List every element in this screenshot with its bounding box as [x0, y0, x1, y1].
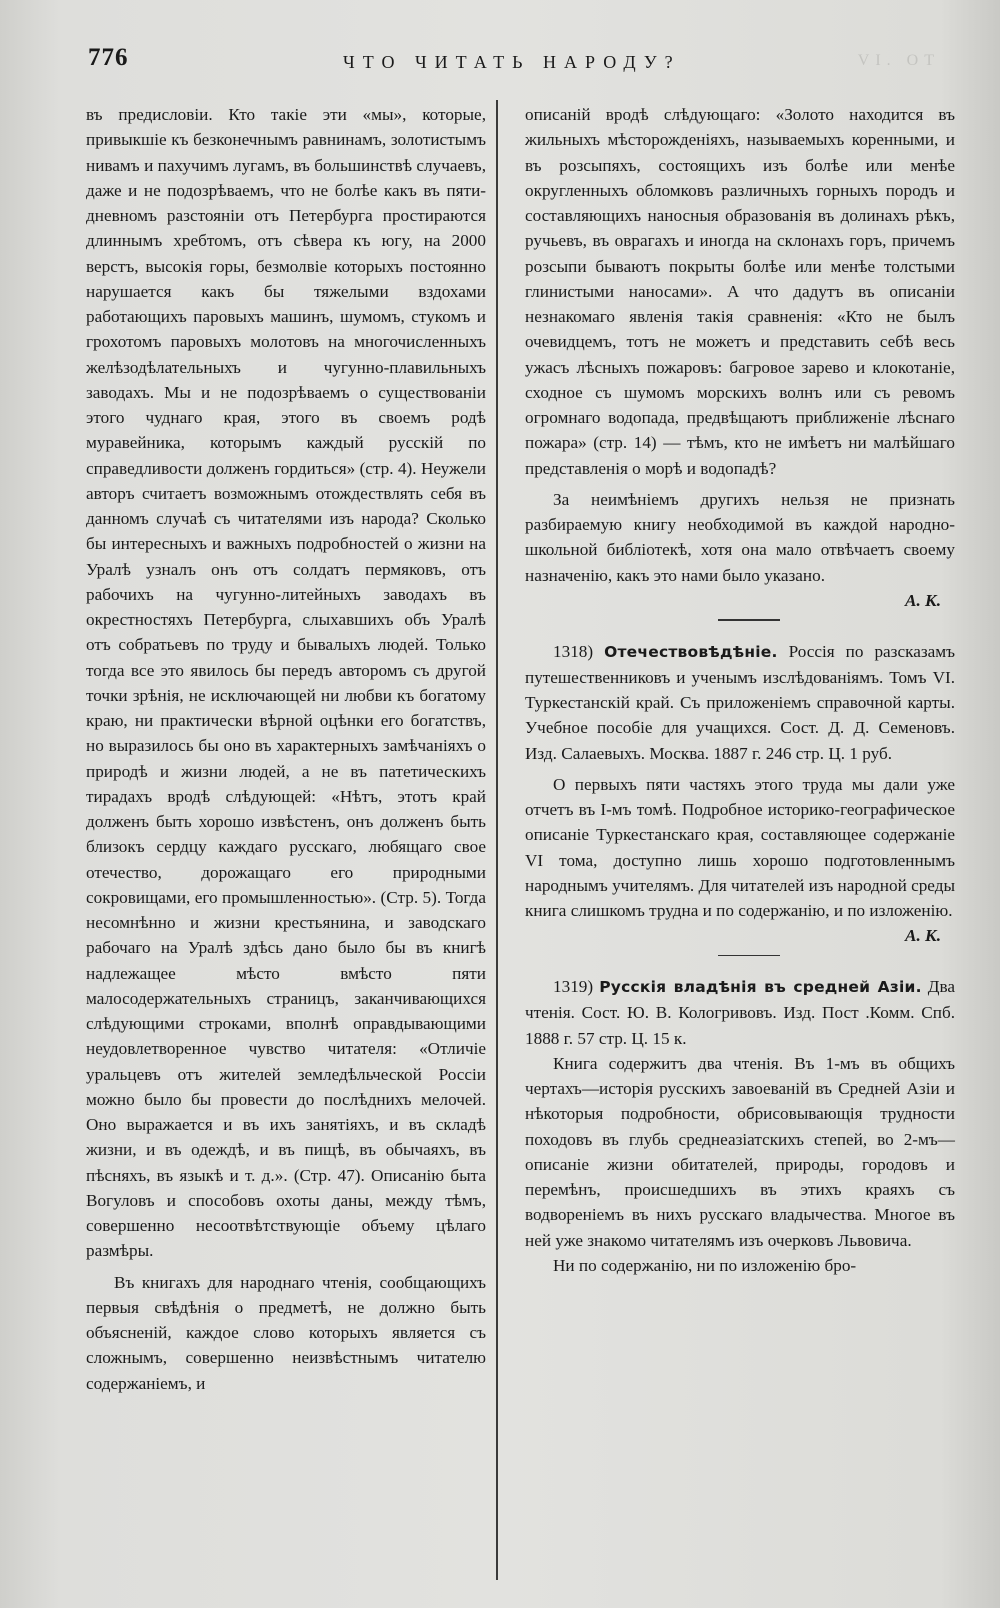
- bleed-through-text: VI. ОТ: [857, 52, 940, 69]
- page-header: [88, 44, 940, 84]
- signature-1: А. К.: [904, 590, 941, 610]
- signature-2: А. К.: [904, 926, 941, 946]
- entry-1319-review: Книга содержитъ два чтенія. Въ 1-мъ въ общихъ чертахъ—исторія русскихъ завоеваній въ Средней Азіи и нѣкоторыя подробности, обрисовывающія трудности походовъ въ глубь среднеазіатскихъ степей, во 2-мъ—описаніе жизни обитателей, природы, городовъ и перемѣнъ, происшедшихъ въ этихъ краяхъ съ водвореніемъ въ нихъ русскаго владычества. Многое въ ней уже знакомо читателямъ изъ очерковъ Львовича.: [525, 1053, 955, 1250]
- entry-1318: [525, 639, 955, 766]
- entry-1318-number: 1318): [553, 641, 594, 661]
- right-paragraph-1: описаній вродѣ слѣдующаго: «Золото находится въ жильныхъ мѣсторожденіяхъ, называемыхъ коренными, и въ розсыпяхъ, состоящихъ изъ болѣе или менѣе округленныхъ обломковъ различныхъ горныхъ породъ и составляющихъ наносныя образованія въ долинахъ рѣкъ, ручьевъ, въ оврагахъ и иногда на склонахъ горъ, причемъ розсыпи бываютъ покрыты болѣе или менѣе толстыми глинистыми наносами». А что дадутъ въ описаніи незнакомаго явленія такія сравненія: «Кто не былъ очевидцемъ, тотъ не можетъ и представить себѣ весь ужасъ лѣсныхъ пожаровъ: багровое зарево и клокотаніе, сходное съ шумомъ морскихъ волнъ или съ ревомъ огромнаго водопада, предвѣщаютъ приближеніе лѣснаго пожара» (стр. 14) — тѣмъ, кто не имѣетъ ни малѣйшаго представленія о морѣ и водопадѣ?: [525, 105, 955, 478]
- left-column: [86, 102, 486, 1396]
- left-paragraph-1: въ предисловіи. Кто такіе эти «мы», которые, привыкшіе къ безконечнымъ равнинамъ, золотистымъ нивамъ и пахучимъ лугамъ, въ большинствѣ случаевъ, даже и не подозрѣваемъ, что не болѣе какъ въ пяти-дневномъ разстояніи отъ Петербурга простираются длиннымъ хребтомъ, отъ сѣвера къ югу, на 2000 верстъ, высокія горы, безмолвіе которыхъ постоянно нарушается какъ бы тяжелыми вздохами работающихъ паровыхъ машинъ, шумомъ, стукомъ и грохотомъ паровыхъ молотовъ на многочисленныхъ желѣзодѣлательныхъ и чугунно-плавильныхъ заводахъ. Мы и не подозрѣваемъ о существованіи этого чуднаго края, этого въ своемъ родѣ муравейника, которымъ каждый русскій по справедливости долженъ гордиться» (стр. 4). Неужели авторъ считаетъ возможнымъ отождествлять себя въ данномъ случаѣ съ читателями изъ народа? Сколько бы интересныхъ и важныхъ подробностей о жизни на Уралѣ узналъ онъ отъ солдатъ пермяковъ, отъ рабочихъ на чугунно-литейныхъ заводахъ въ окрестностяхъ Петербурга, слыхавшихъ объ Уралѣ отъ собратьевъ по труду и бывалыхъ людей. Только тогда все это явилось бы передъ авторомъ съ другой точки зрѣнія, не исключающей ни любви къ богатому краю, ни практически вѣрной оцѣнки его богатствъ, но выразилось бы оно въ характерныхъ замѣчаніяхъ о природѣ и жизни людей, а не въ патетическихъ тирадахъ вродѣ слѣдующей: «Нѣтъ, этотъ край долженъ быть хорошо извѣстенъ, онъ долженъ быть близокъ сердцу каждаго русскаго, любящаго свое отечество, дорожащаго его природными сокровищами, его промышленностью». (Стр. 5). Тогда несомнѣнно и жизни крестьянина, и заводскаго рабочаго на Уралѣ здѣсь дано было бы въ книгѣ надлежащее мѣсто вмѣсто пяти малосодержательныхъ страницъ, заканчивающихся слѣдующими строками, вполнѣ оправдывающими неудовлетворенное чувство читателя: «Отличіе уральцевъ отъ жителей земледѣльческой Россіи можно было бы провести до послѣднихъ мелочей. Оно выражается и въ ихъ занятіяхъ, и въ складѣ жизни, и въ одеждѣ, и въ пищѣ, въ обычаяхъ, въ пѣсняхъ, въ языкѣ и т. д.». (Стр. 47). Описанію быта Вогуловъ и способовъ охоты даны, между тѣмъ, совершенно несоотвѣтствующіе объему цѣлаго размѣры.: [86, 105, 486, 1261]
- right-paragraph-last: Ни по содержанію, ни по изложенію бро-: [553, 1255, 857, 1275]
- section-divider-1: [718, 619, 780, 621]
- entry-1318-text: Россія по разсказамъ путешественниковъ и ученымъ изслѣдованіямъ. Томъ VI. Туркестанскій край. Съ приложеніемъ справочной карты. Учебное пособіе для учащихся. Сост. Д. Д. Семеновъ. Изд. Салаевыхъ. Москва. 1887 г. 246 стр. Ц. 1 руб.: [525, 641, 956, 763]
- column-divider: [496, 100, 498, 1580]
- entry-1319-text: Два чтенія. Сост. Ю. В. Кологривовъ. Изд. Пост .Комм. Спб. 1888 г. 57 стр. Ц. 15 к.: [525, 977, 956, 1048]
- entry-1319: [525, 974, 955, 1051]
- entry-1318-review: О первыхъ пяти частяхъ этого труда мы дали уже отчетъ въ I-мъ томѣ. Подробное историко-географическое описаніе Туркестанскаго края, составляющее содержаніе VI тома, доступно лишь хорошо подготовленнымъ народнымъ учителямъ. Для читателей изъ народной среды книга слишкомъ трудна и по содержанію, и по изложенію.: [525, 774, 955, 920]
- right-paragraph-2: За неимѣніемъ другихъ нельзя не признать разбираемую книгу необходимой въ каждой народно-школьной библіотекѣ, хотя она мало отвѣчаетъ своему назначенію, какъ это нами было указано.: [525, 489, 955, 585]
- left-paragraph-2: Въ книгахъ для народнаго чтенія, сообщающихъ первыя свѣдѣнія о предметѣ, не должно быть объясненій, каждое слово которыхъ является съ сложнымъ, совершенно неизвѣстнымъ читателю содержаніемъ, и: [86, 1272, 486, 1393]
- entry-1319-number: 1319): [553, 977, 594, 996]
- entry-1319-title: Русскія владѣнія въ средней Азіи.: [599, 978, 922, 996]
- running-title: ЧТО ЧИТАТЬ НАРОДУ?: [343, 52, 681, 72]
- entry-1318-title: Отечествовѣдѣніе.: [604, 642, 778, 661]
- section-divider-2: [718, 955, 780, 957]
- page-number: 776: [88, 44, 129, 71]
- right-column: [525, 102, 955, 1278]
